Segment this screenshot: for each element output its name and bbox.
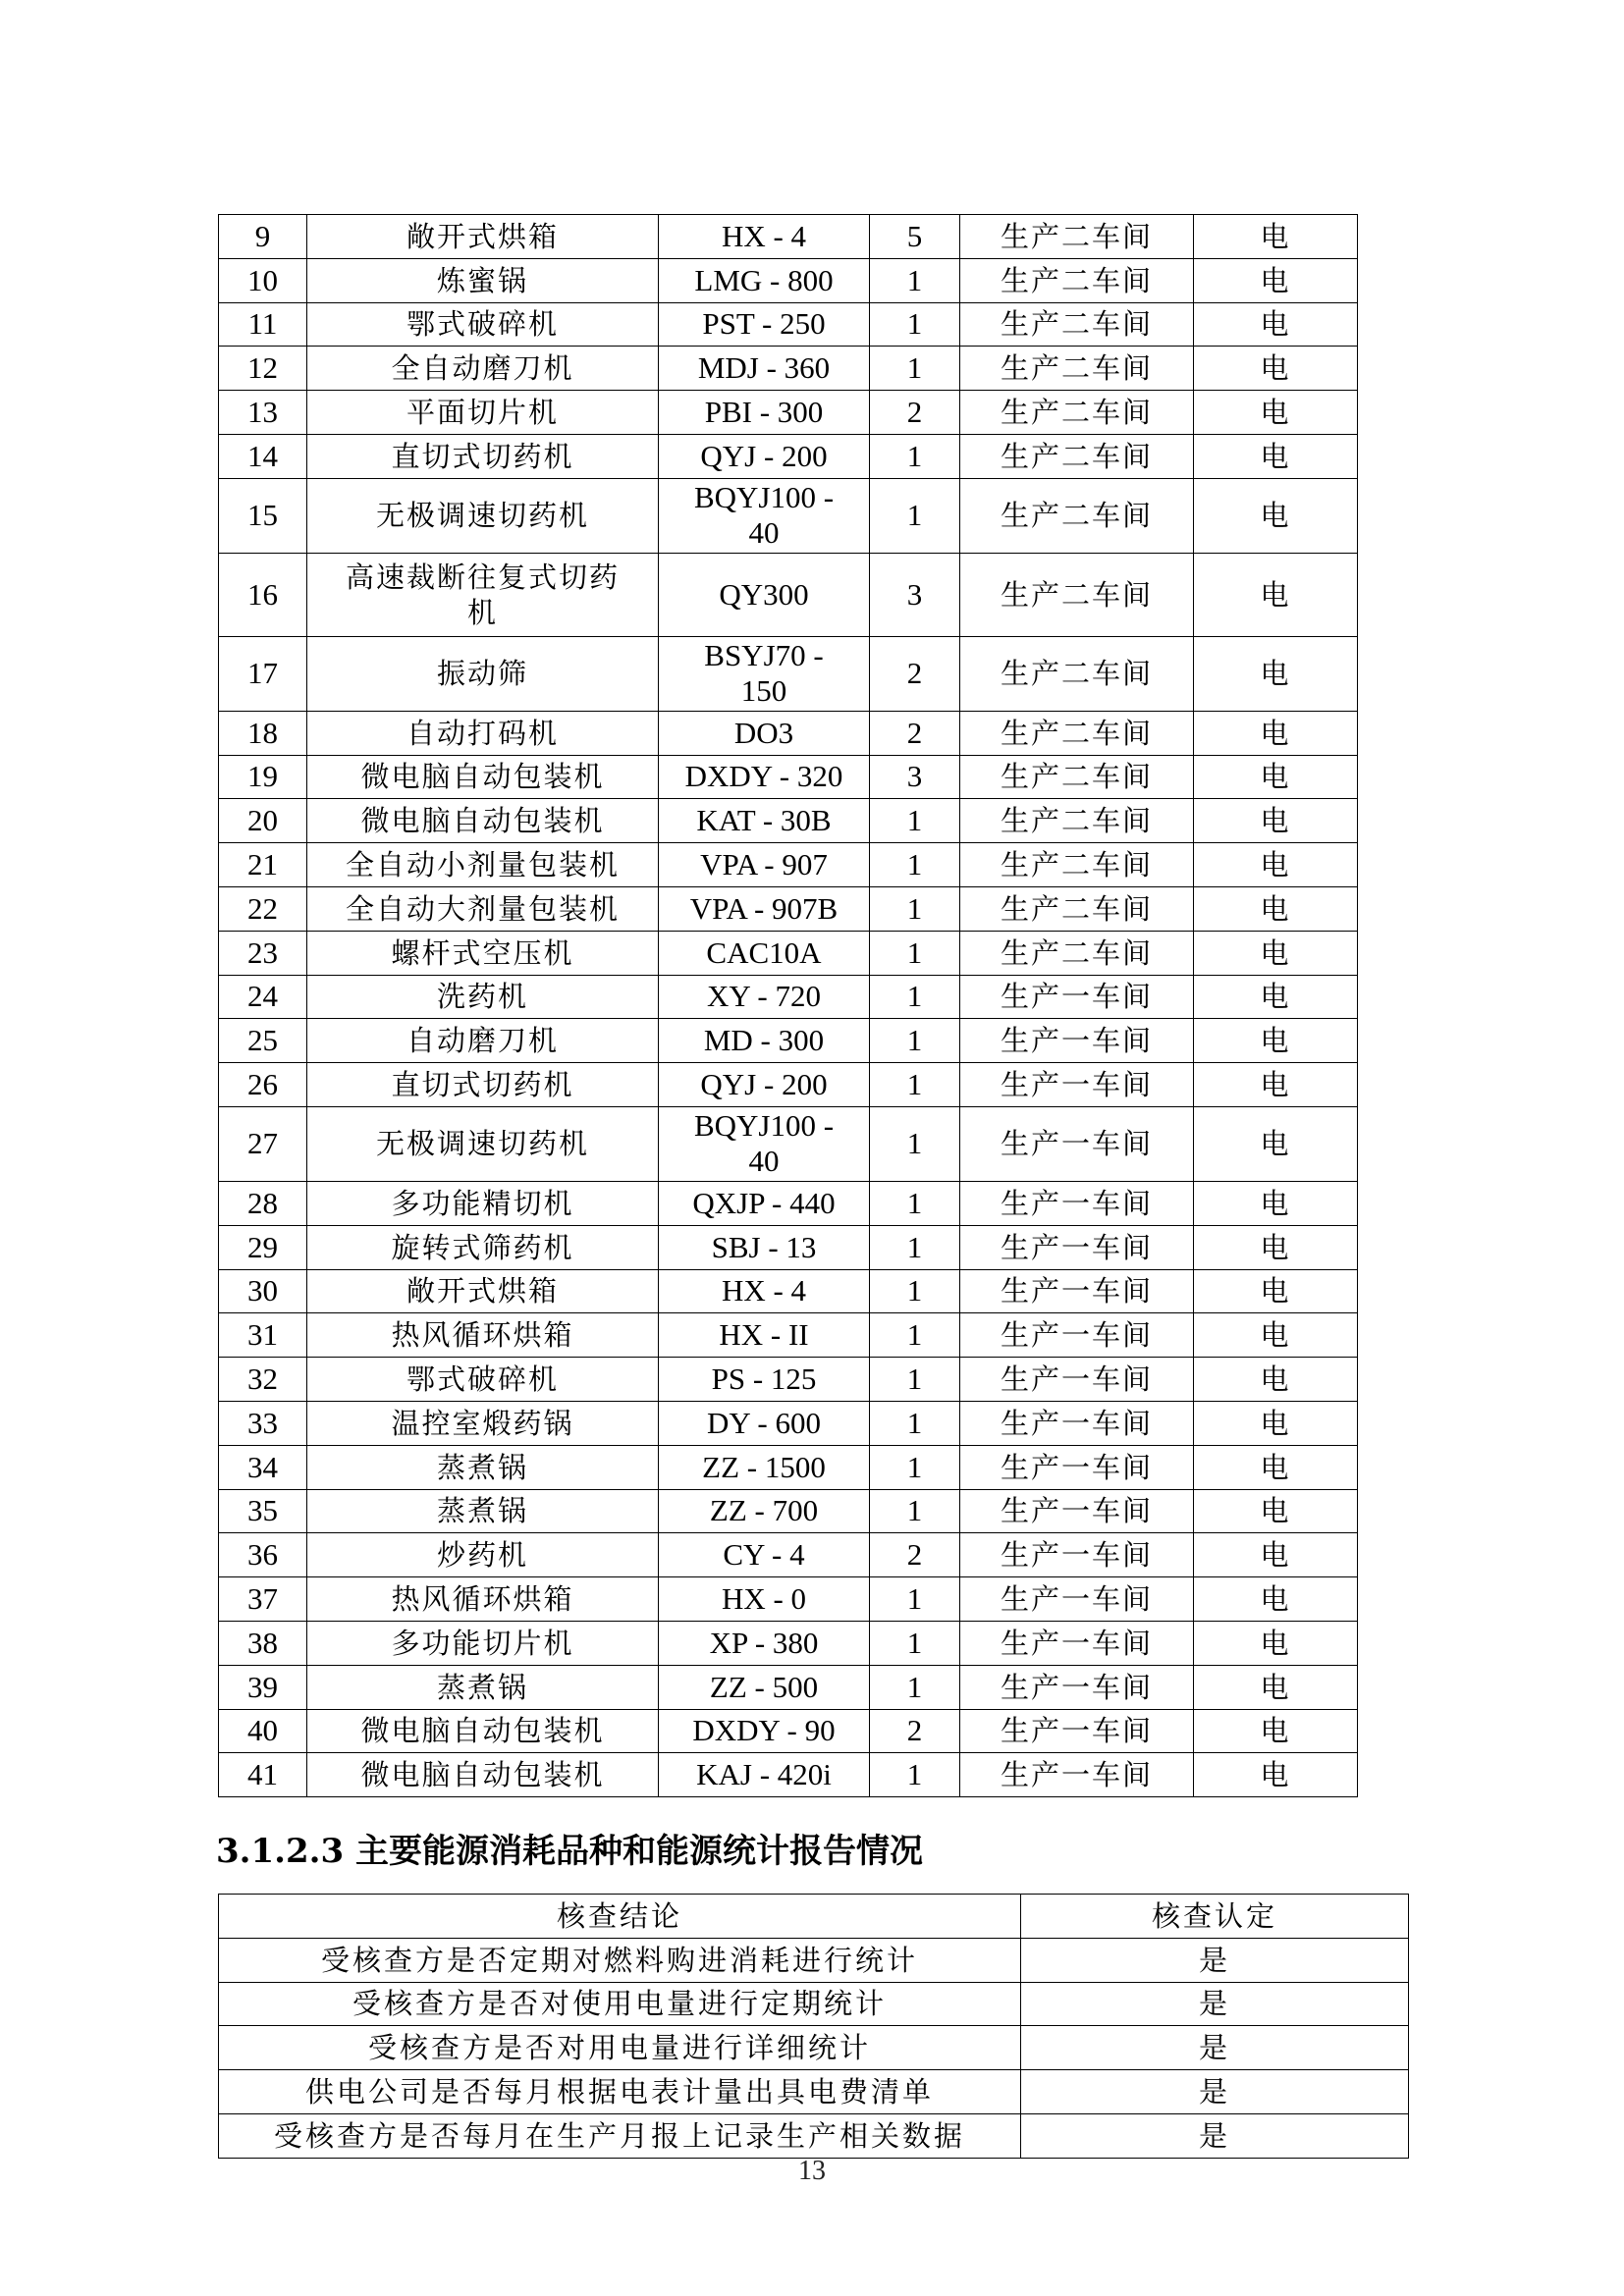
energy-type-cell: 电 bbox=[1194, 1401, 1358, 1445]
energy-type-cell: 电 bbox=[1194, 1225, 1358, 1269]
equipment-name-cell: 敞开式烘箱 bbox=[307, 215, 659, 259]
equipment-row bbox=[219, 1401, 1358, 1445]
quantity-cell: 1 bbox=[870, 1621, 960, 1665]
equipment-name-cell: 热风循环烘箱 bbox=[307, 1313, 659, 1358]
row-number-cell: 26 bbox=[219, 1063, 307, 1107]
location-cell: 生产二车间 bbox=[960, 931, 1194, 975]
location-cell: 生产一车间 bbox=[960, 1225, 1194, 1269]
verification-header-row bbox=[219, 1895, 1409, 1939]
energy-type-cell: 电 bbox=[1194, 1665, 1358, 1709]
location-cell: 生产二车间 bbox=[960, 799, 1194, 843]
location-cell: 生产一车间 bbox=[960, 975, 1194, 1019]
equipment-name-cell: 无极调速切药机 bbox=[307, 1106, 659, 1181]
equipment-row bbox=[219, 1181, 1358, 1225]
energy-type-cell: 电 bbox=[1194, 1106, 1358, 1181]
row-number-cell: 27 bbox=[219, 1106, 307, 1181]
quantity-cell: 1 bbox=[870, 1665, 960, 1709]
header-result: 核查认定 bbox=[1021, 1895, 1409, 1939]
equipment-name-cell: 多功能精切机 bbox=[307, 1181, 659, 1225]
row-number-cell: 37 bbox=[219, 1577, 307, 1622]
row-number-cell: 38 bbox=[219, 1621, 307, 1665]
row-number-cell: 23 bbox=[219, 931, 307, 975]
energy-type-cell: 电 bbox=[1194, 1489, 1358, 1533]
quantity-cell: 1 bbox=[870, 1577, 960, 1622]
energy-type-cell: 电 bbox=[1194, 1269, 1358, 1313]
verification-row bbox=[219, 2113, 1409, 2158]
energy-type-cell: 电 bbox=[1194, 302, 1358, 347]
equipment-row bbox=[219, 1489, 1358, 1533]
location-cell: 生产二车间 bbox=[960, 636, 1194, 711]
equipment-name-cell: 自动磨刀机 bbox=[307, 1019, 659, 1063]
model-cell: BSYJ70 - 150 bbox=[659, 636, 870, 711]
equipment-name-cell: 炒药机 bbox=[307, 1533, 659, 1577]
location-cell: 生产二车间 bbox=[960, 258, 1194, 302]
equipment-row bbox=[219, 478, 1358, 553]
result-cell: 是 bbox=[1021, 1982, 1409, 2026]
model-cell: XP - 380 bbox=[659, 1621, 870, 1665]
location-cell: 生产一车间 bbox=[960, 1401, 1194, 1445]
equipment-row bbox=[219, 1063, 1358, 1107]
conclusion-cell: 受核查方是否定期对燃料购进消耗进行统计 bbox=[219, 1938, 1021, 1982]
equipment-row bbox=[219, 755, 1358, 799]
row-number-cell: 41 bbox=[219, 1753, 307, 1797]
location-cell: 生产二车间 bbox=[960, 302, 1194, 347]
equipment-row bbox=[219, 302, 1358, 347]
section-heading: 3.1.2.3 主要能源消耗品种和能源统计报告情况 bbox=[216, 1832, 923, 1871]
result-cell: 是 bbox=[1021, 2026, 1409, 2070]
row-number-cell: 22 bbox=[219, 886, 307, 931]
quantity-cell: 1 bbox=[870, 1019, 960, 1063]
location-cell: 生产一车间 bbox=[960, 1489, 1194, 1533]
equipment-row bbox=[219, 1269, 1358, 1313]
row-number-cell: 30 bbox=[219, 1269, 307, 1313]
equipment-name-cell: 热风循环烘箱 bbox=[307, 1577, 659, 1622]
location-cell: 生产二车间 bbox=[960, 391, 1194, 435]
location-cell: 生产一车间 bbox=[960, 1181, 1194, 1225]
model-cell: ZZ - 500 bbox=[659, 1665, 870, 1709]
row-number-cell: 36 bbox=[219, 1533, 307, 1577]
energy-type-cell: 电 bbox=[1194, 1533, 1358, 1577]
quantity-cell: 1 bbox=[870, 347, 960, 391]
equipment-row bbox=[219, 391, 1358, 435]
energy-type-cell: 电 bbox=[1194, 1577, 1358, 1622]
quantity-cell: 2 bbox=[870, 636, 960, 711]
model-cell: MDJ - 360 bbox=[659, 347, 870, 391]
energy-type-cell: 电 bbox=[1194, 711, 1358, 755]
quantity-cell: 1 bbox=[870, 434, 960, 478]
equipment-row bbox=[219, 347, 1358, 391]
equipment-row bbox=[219, 975, 1358, 1019]
quantity-cell: 1 bbox=[870, 1181, 960, 1225]
row-number-cell: 35 bbox=[219, 1489, 307, 1533]
model-cell: DY - 600 bbox=[659, 1401, 870, 1445]
energy-type-cell: 电 bbox=[1194, 799, 1358, 843]
location-cell: 生产一车间 bbox=[960, 1019, 1194, 1063]
energy-type-cell: 电 bbox=[1194, 1181, 1358, 1225]
energy-type-cell: 电 bbox=[1194, 434, 1358, 478]
row-number-cell: 28 bbox=[219, 1181, 307, 1225]
quantity-cell: 1 bbox=[870, 1489, 960, 1533]
quantity-cell: 1 bbox=[870, 931, 960, 975]
equipment-name-cell: 无极调速切药机 bbox=[307, 478, 659, 553]
row-number-cell: 15 bbox=[219, 478, 307, 553]
equipment-row bbox=[219, 1533, 1358, 1577]
model-cell: CY - 4 bbox=[659, 1533, 870, 1577]
conclusion-cell: 受核查方是否对用电量进行详细统计 bbox=[219, 2026, 1021, 2070]
equipment-row bbox=[219, 215, 1358, 259]
quantity-cell: 3 bbox=[870, 553, 960, 636]
equipment-name-cell: 洗药机 bbox=[307, 975, 659, 1019]
model-cell: PBI - 300 bbox=[659, 391, 870, 435]
equipment-row bbox=[219, 799, 1358, 843]
model-cell: BQYJ100 - 40 bbox=[659, 478, 870, 553]
energy-type-cell: 电 bbox=[1194, 1313, 1358, 1358]
energy-type-cell: 电 bbox=[1194, 975, 1358, 1019]
quantity-cell: 2 bbox=[870, 1709, 960, 1753]
equipment-row bbox=[219, 931, 1358, 975]
equipment-name-cell: 平面切片机 bbox=[307, 391, 659, 435]
energy-type-cell: 电 bbox=[1194, 478, 1358, 553]
model-cell: QY300 bbox=[659, 553, 870, 636]
quantity-cell: 1 bbox=[870, 799, 960, 843]
equipment-name-cell: 全自动大剂量包装机 bbox=[307, 886, 659, 931]
model-cell: DO3 bbox=[659, 711, 870, 755]
row-number-cell: 13 bbox=[219, 391, 307, 435]
equipment-row bbox=[219, 553, 1358, 636]
equipment-row bbox=[219, 258, 1358, 302]
energy-type-cell: 电 bbox=[1194, 886, 1358, 931]
model-cell: CAC10A bbox=[659, 931, 870, 975]
model-cell: SBJ - 13 bbox=[659, 1225, 870, 1269]
page-number: 13 bbox=[798, 2156, 826, 2186]
location-cell: 生产一车间 bbox=[960, 1577, 1194, 1622]
equipment-row bbox=[219, 1753, 1358, 1797]
quantity-cell: 1 bbox=[870, 1358, 960, 1402]
row-number-cell: 10 bbox=[219, 258, 307, 302]
energy-type-cell: 电 bbox=[1194, 258, 1358, 302]
header-conclusion: 核查结论 bbox=[219, 1895, 1021, 1939]
equipment-row bbox=[219, 1106, 1358, 1181]
equipment-name-cell: 鄂式破碎机 bbox=[307, 1358, 659, 1402]
quantity-cell: 1 bbox=[870, 975, 960, 1019]
model-cell: HX - 4 bbox=[659, 215, 870, 259]
location-cell: 生产一车间 bbox=[960, 1063, 1194, 1107]
equipment-row bbox=[219, 843, 1358, 887]
equipment-name-cell: 炼蜜锅 bbox=[307, 258, 659, 302]
quantity-cell: 5 bbox=[870, 215, 960, 259]
model-cell: LMG - 800 bbox=[659, 258, 870, 302]
conclusion-cell: 受核查方是否对使用电量进行定期统计 bbox=[219, 1982, 1021, 2026]
location-cell: 生产二车间 bbox=[960, 553, 1194, 636]
energy-type-cell: 电 bbox=[1194, 1063, 1358, 1107]
equipment-name-cell: 直切式切药机 bbox=[307, 434, 659, 478]
location-cell: 生产二车间 bbox=[960, 347, 1194, 391]
location-cell: 生产一车间 bbox=[960, 1621, 1194, 1665]
quantity-cell: 1 bbox=[870, 478, 960, 553]
verification-row bbox=[219, 1982, 1409, 2026]
equipment-table-body bbox=[219, 215, 1358, 1797]
equipment-name-cell: 温控室煅药锅 bbox=[307, 1401, 659, 1445]
row-number-cell: 34 bbox=[219, 1445, 307, 1489]
equipment-name-cell: 直切式切药机 bbox=[307, 1063, 659, 1107]
location-cell: 生产二车间 bbox=[960, 843, 1194, 887]
model-cell: XY - 720 bbox=[659, 975, 870, 1019]
equipment-name-cell: 鄂式破碎机 bbox=[307, 302, 659, 347]
equipment-row bbox=[219, 711, 1358, 755]
location-cell: 生产二车间 bbox=[960, 434, 1194, 478]
location-cell: 生产一车间 bbox=[960, 1313, 1194, 1358]
quantity-cell: 2 bbox=[870, 391, 960, 435]
quantity-cell: 2 bbox=[870, 1533, 960, 1577]
model-cell: ZZ - 1500 bbox=[659, 1445, 870, 1489]
energy-type-cell: 电 bbox=[1194, 215, 1358, 259]
location-cell: 生产一车间 bbox=[960, 1533, 1194, 1577]
model-cell: KAT - 30B bbox=[659, 799, 870, 843]
model-cell: HX - II bbox=[659, 1313, 870, 1358]
equipment-name-cell: 微电脑自动包装机 bbox=[307, 1709, 659, 1753]
equipment-name-cell: 蒸煮锅 bbox=[307, 1489, 659, 1533]
row-number-cell: 33 bbox=[219, 1401, 307, 1445]
quantity-cell: 1 bbox=[870, 302, 960, 347]
model-cell: MD - 300 bbox=[659, 1019, 870, 1063]
conclusion-cell: 供电公司是否每月根据电表计量出具电费清单 bbox=[219, 2070, 1021, 2114]
energy-type-cell: 电 bbox=[1194, 553, 1358, 636]
equipment-row bbox=[219, 1445, 1358, 1489]
equipment-row bbox=[219, 1358, 1358, 1402]
location-cell: 生产一车间 bbox=[960, 1445, 1194, 1489]
verification-table bbox=[218, 1894, 1409, 2159]
quantity-cell: 1 bbox=[870, 258, 960, 302]
result-cell: 是 bbox=[1021, 1938, 1409, 1982]
equipment-row bbox=[219, 1621, 1358, 1665]
energy-type-cell: 电 bbox=[1194, 931, 1358, 975]
model-cell: QYJ - 200 bbox=[659, 434, 870, 478]
equipment-row bbox=[219, 1313, 1358, 1358]
location-cell: 生产二车间 bbox=[960, 755, 1194, 799]
row-number-cell: 24 bbox=[219, 975, 307, 1019]
quantity-cell: 3 bbox=[870, 755, 960, 799]
equipment-name-cell: 微电脑自动包装机 bbox=[307, 799, 659, 843]
equipment-row bbox=[219, 886, 1358, 931]
equipment-row bbox=[219, 434, 1358, 478]
row-number-cell: 16 bbox=[219, 553, 307, 636]
energy-type-cell: 电 bbox=[1194, 1445, 1358, 1489]
quantity-cell: 1 bbox=[870, 1753, 960, 1797]
model-cell: VPA - 907B bbox=[659, 886, 870, 931]
quantity-cell: 1 bbox=[870, 1401, 960, 1445]
quantity-cell: 1 bbox=[870, 1313, 960, 1358]
equipment-row bbox=[219, 1019, 1358, 1063]
equipment-name-cell: 敞开式烘箱 bbox=[307, 1269, 659, 1313]
location-cell: 生产二车间 bbox=[960, 478, 1194, 553]
equipment-name-cell: 高速裁断往复式切药 机 bbox=[307, 553, 659, 636]
equipment-row bbox=[219, 1577, 1358, 1622]
quantity-cell: 1 bbox=[870, 886, 960, 931]
verification-row bbox=[219, 1938, 1409, 1982]
verification-row bbox=[219, 2070, 1409, 2114]
quantity-cell: 1 bbox=[870, 843, 960, 887]
equipment-name-cell: 自动打码机 bbox=[307, 711, 659, 755]
equipment-row bbox=[219, 1225, 1358, 1269]
equipment-name-cell: 螺杆式空压机 bbox=[307, 931, 659, 975]
equipment-name-cell: 微电脑自动包装机 bbox=[307, 1753, 659, 1797]
model-cell: PS - 125 bbox=[659, 1358, 870, 1402]
energy-type-cell: 电 bbox=[1194, 1358, 1358, 1402]
model-cell: HX - 4 bbox=[659, 1269, 870, 1313]
location-cell: 生产二车间 bbox=[960, 886, 1194, 931]
equipment-name-cell: 蒸煮锅 bbox=[307, 1445, 659, 1489]
quantity-cell: 1 bbox=[870, 1445, 960, 1489]
energy-type-cell: 电 bbox=[1194, 1709, 1358, 1753]
equipment-name-cell: 蒸煮锅 bbox=[307, 1665, 659, 1709]
model-cell: KAJ - 420i bbox=[659, 1753, 870, 1797]
energy-type-cell: 电 bbox=[1194, 755, 1358, 799]
row-number-cell: 18 bbox=[219, 711, 307, 755]
conclusion-cell: 受核查方是否每月在生产月报上记录生产相关数据 bbox=[219, 2113, 1021, 2158]
equipment-name-cell: 微电脑自动包装机 bbox=[307, 755, 659, 799]
location-cell: 生产二车间 bbox=[960, 711, 1194, 755]
result-cell: 是 bbox=[1021, 2113, 1409, 2158]
model-cell: DXDY - 90 bbox=[659, 1709, 870, 1753]
energy-type-cell: 电 bbox=[1194, 347, 1358, 391]
verification-row bbox=[219, 2026, 1409, 2070]
quantity-cell: 1 bbox=[870, 1269, 960, 1313]
quantity-cell: 2 bbox=[870, 711, 960, 755]
row-number-cell: 31 bbox=[219, 1313, 307, 1358]
row-number-cell: 25 bbox=[219, 1019, 307, 1063]
equipment-name-cell: 多功能切片机 bbox=[307, 1621, 659, 1665]
energy-type-cell: 电 bbox=[1194, 843, 1358, 887]
location-cell: 生产一车间 bbox=[960, 1665, 1194, 1709]
location-cell: 生产一车间 bbox=[960, 1269, 1194, 1313]
energy-type-cell: 电 bbox=[1194, 1019, 1358, 1063]
equipment-name-cell: 全自动小剂量包装机 bbox=[307, 843, 659, 887]
result-cell: 是 bbox=[1021, 2070, 1409, 2114]
model-cell: DXDY - 320 bbox=[659, 755, 870, 799]
row-number-cell: 19 bbox=[219, 755, 307, 799]
model-cell: VPA - 907 bbox=[659, 843, 870, 887]
row-number-cell: 29 bbox=[219, 1225, 307, 1269]
equipment-row bbox=[219, 1665, 1358, 1709]
quantity-cell: 1 bbox=[870, 1106, 960, 1181]
energy-type-cell: 电 bbox=[1194, 1621, 1358, 1665]
location-cell: 生产一车间 bbox=[960, 1753, 1194, 1797]
model-cell: HX - 0 bbox=[659, 1577, 870, 1622]
location-cell: 生产一车间 bbox=[960, 1106, 1194, 1181]
row-number-cell: 32 bbox=[219, 1358, 307, 1402]
equipment-name-cell: 振动筛 bbox=[307, 636, 659, 711]
energy-type-cell: 电 bbox=[1194, 391, 1358, 435]
row-number-cell: 12 bbox=[219, 347, 307, 391]
location-cell: 生产二车间 bbox=[960, 215, 1194, 259]
row-number-cell: 14 bbox=[219, 434, 307, 478]
row-number-cell: 9 bbox=[219, 215, 307, 259]
equipment-table bbox=[218, 214, 1358, 1797]
row-number-cell: 21 bbox=[219, 843, 307, 887]
location-cell: 生产一车间 bbox=[960, 1358, 1194, 1402]
model-cell: BQYJ100 - 40 bbox=[659, 1106, 870, 1181]
energy-type-cell: 电 bbox=[1194, 1753, 1358, 1797]
energy-type-cell: 电 bbox=[1194, 636, 1358, 711]
model-cell: PST - 250 bbox=[659, 302, 870, 347]
model-cell: QYJ - 200 bbox=[659, 1063, 870, 1107]
row-number-cell: 39 bbox=[219, 1665, 307, 1709]
model-cell: QXJP - 440 bbox=[659, 1181, 870, 1225]
quantity-cell: 1 bbox=[870, 1063, 960, 1107]
row-number-cell: 20 bbox=[219, 799, 307, 843]
equipment-row bbox=[219, 636, 1358, 711]
model-cell: ZZ - 700 bbox=[659, 1489, 870, 1533]
row-number-cell: 17 bbox=[219, 636, 307, 711]
equipment-name-cell: 全自动磨刀机 bbox=[307, 347, 659, 391]
row-number-cell: 40 bbox=[219, 1709, 307, 1753]
row-number-cell: 11 bbox=[219, 302, 307, 347]
location-cell: 生产一车间 bbox=[960, 1709, 1194, 1753]
equipment-row bbox=[219, 1709, 1358, 1753]
quantity-cell: 1 bbox=[870, 1225, 960, 1269]
equipment-name-cell: 旋转式筛药机 bbox=[307, 1225, 659, 1269]
